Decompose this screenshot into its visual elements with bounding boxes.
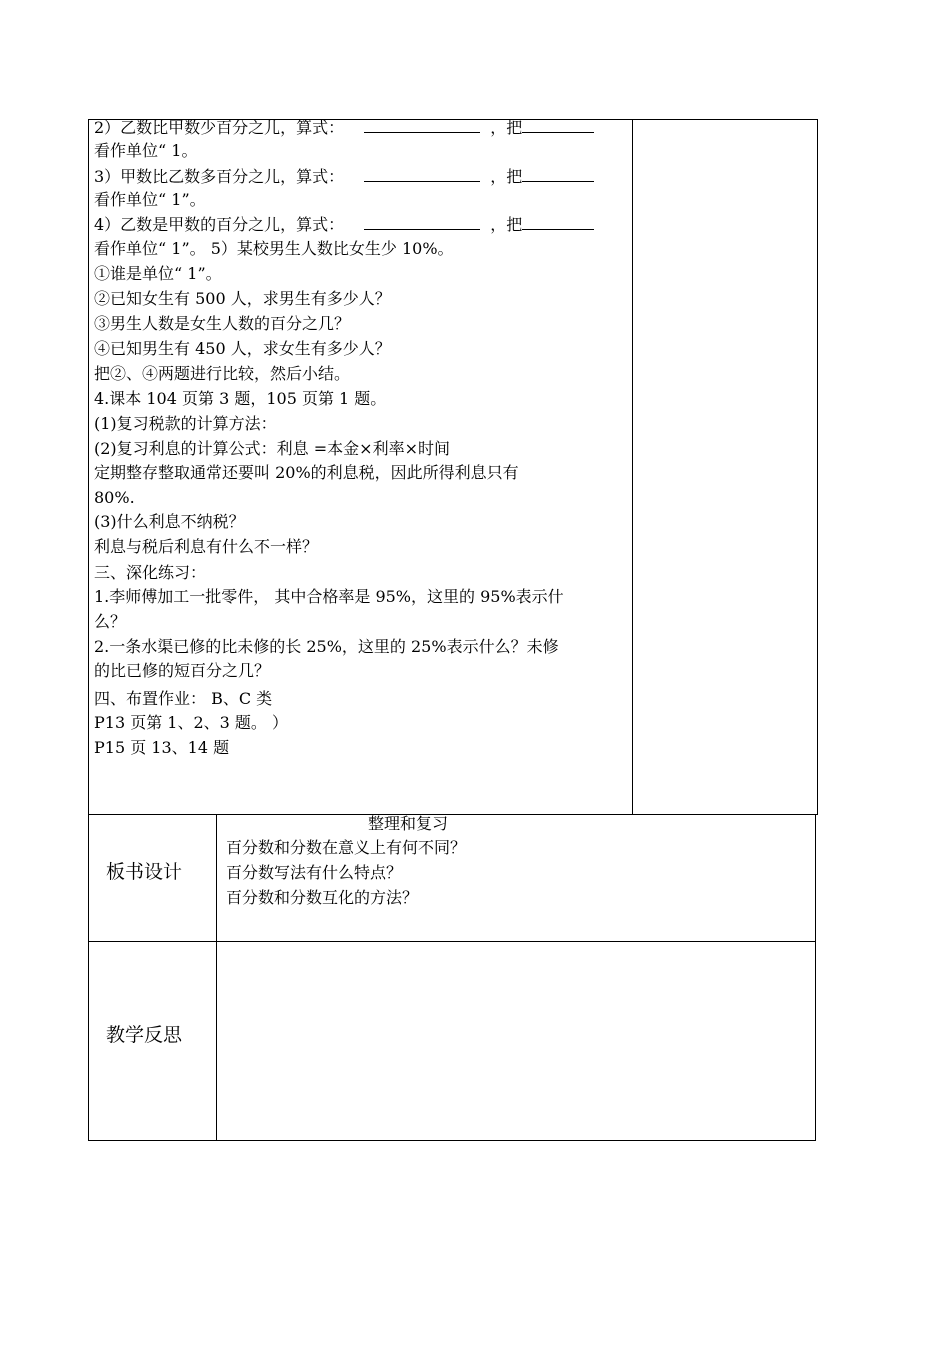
- content-line: 利息与税后利息有什么不一样？: [94, 537, 319, 556]
- content-line: 2.一条水渠已修的比未修的长 25%，这里的 25%表示什么？未修: [94, 637, 559, 656]
- content-line: [94, 166, 594, 187]
- question-text: ，把: [490, 215, 523, 234]
- content-line: [94, 117, 594, 138]
- question-text: 4）乙数是甲数的百分之儿，算式：: [94, 215, 345, 234]
- board-design-line: 百分数和分数互化的方法？: [226, 888, 419, 907]
- board-design-line: 百分数写法有什么特点？: [226, 863, 403, 882]
- board-design-label: 板书设计: [106, 861, 183, 883]
- upper-side-cell: [632, 119, 818, 815]
- unit-blank[interactable]: [522, 117, 594, 133]
- board-design-title: 整理和复习: [368, 814, 449, 833]
- content-line: 把②、④两题进行比较，然后小结。: [94, 364, 351, 383]
- content-line: 定期整存整取通常还要叫 20%的利息税，因此所得利息只有: [94, 463, 519, 482]
- content-line: 4.课本 104 页第 3 题，105 页第 1 题。: [94, 389, 387, 408]
- content-line: 么？: [94, 612, 127, 631]
- question-text: ，把: [490, 167, 523, 186]
- formula-blank[interactable]: [364, 117, 480, 133]
- content-line: ①谁是单位“ 1”。: [94, 264, 222, 283]
- board-design-line: 百分数和分数在意义上有何不同？: [226, 838, 467, 857]
- content-line: ②已知女生有 500 人，求男生有多少人？: [94, 289, 391, 308]
- question-text: 2）乙数比甲数少百分之儿，算式：: [94, 118, 345, 137]
- formula-blank[interactable]: [364, 166, 480, 182]
- content-line: 三、深化练习：: [94, 563, 207, 582]
- content-line: 看作单位“ 1”。 5）某校男生人数比女生少 10%。: [94, 239, 454, 258]
- content-line: P15 页 13、14 题: [94, 738, 230, 757]
- question-text: ，把: [490, 118, 523, 137]
- content-line: 看作单位“ 1”。: [94, 190, 206, 209]
- content-line: ④已知男生有 450 人，求女生有多少人？: [94, 339, 391, 358]
- unit-blank[interactable]: [522, 214, 594, 230]
- content-line: (1)复习税款的计算方法：: [94, 414, 277, 433]
- unit-blank[interactable]: [522, 166, 594, 182]
- reflection-label: 教学反思: [106, 1024, 183, 1046]
- question-text: 3）甲数比乙数多百分之儿，算式：: [94, 167, 345, 186]
- formula-blank[interactable]: [364, 214, 480, 230]
- content-line: 1.李师傅加工一批零件， 其中合格率是 95%，这里的 95%表示什: [94, 587, 564, 606]
- content-line: 的比已修的短百分之几？: [94, 661, 271, 680]
- reflection-content-cell: [216, 941, 816, 1141]
- content-line: [94, 214, 594, 235]
- content-line: 四、布置作业： B、C 类: [94, 689, 273, 708]
- content-line: ③男生人数是女生人数的百分之几？: [94, 314, 351, 333]
- content-line: (3)什么利息不纳税？: [94, 512, 245, 531]
- content-line: 80%.: [94, 488, 135, 507]
- content-line: (2)复习利息的计算公式：利息 =本金×利率×时间: [94, 439, 450, 458]
- content-line: P13 页第 1、2、3 题。 ）: [94, 713, 289, 732]
- content-line: 看作单位“ 1。: [94, 141, 198, 160]
